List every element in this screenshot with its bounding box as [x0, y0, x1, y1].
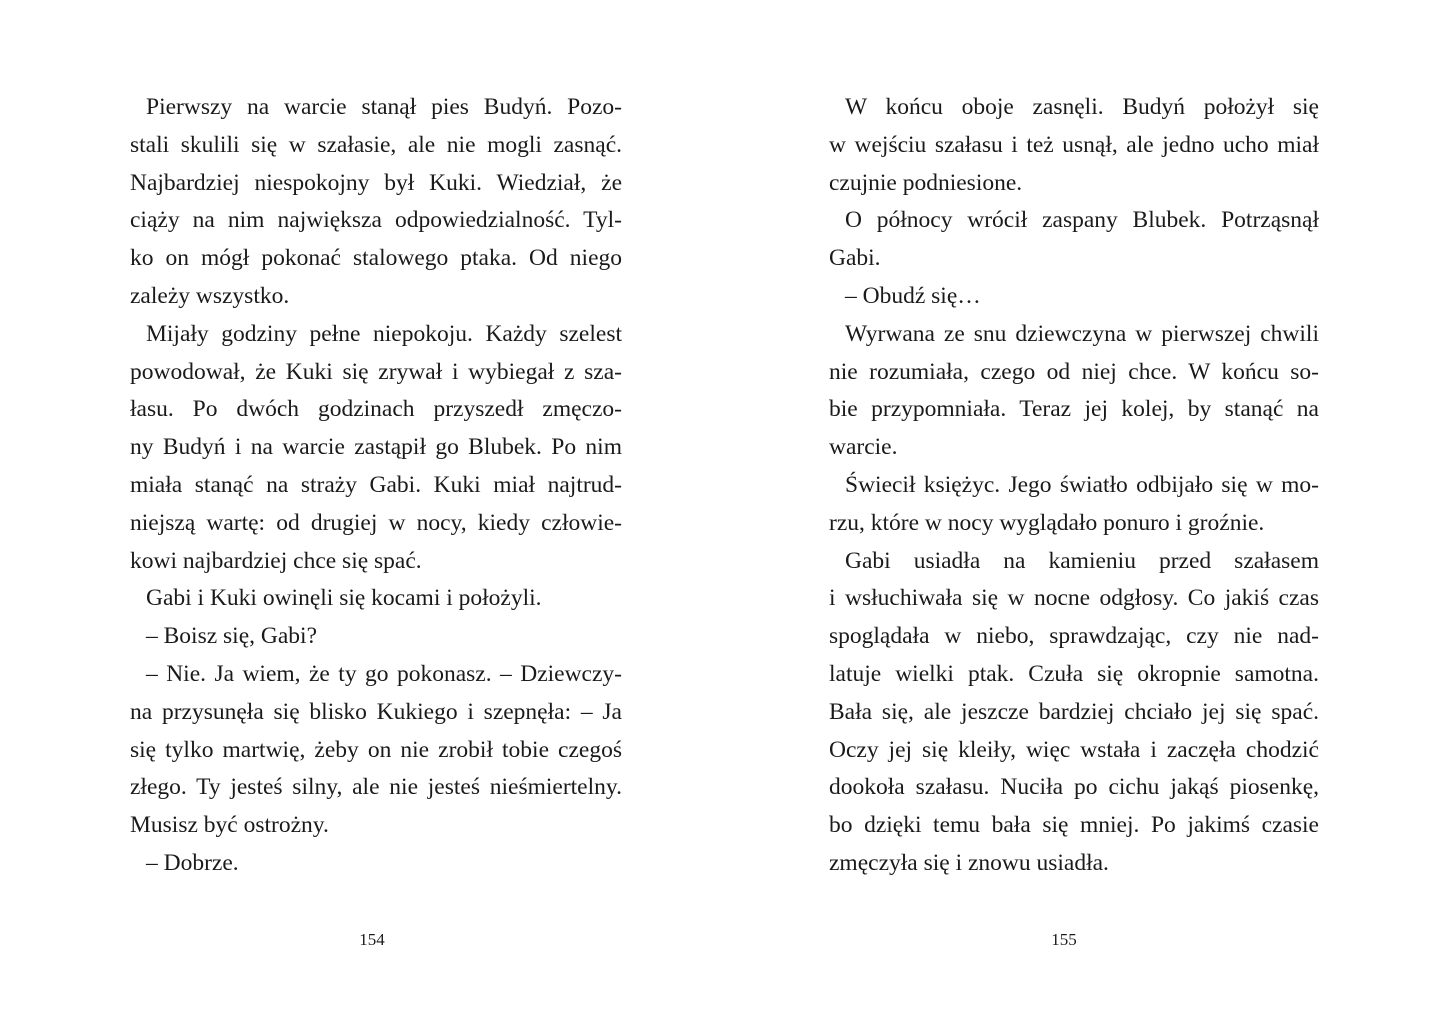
text-line: łasu. Po dwóch godzinach przyszedł zmęczo- — [130, 396, 622, 423]
text-line: – Dobrze. — [146, 849, 239, 876]
text-line: O północy wrócił zaspany Blubek. Potrząsnął — [845, 207, 1319, 234]
right-page — [722, 0, 1445, 1022]
text-line: Oczy jej się kleiły, więc wstała i zaczęła chodzić — [829, 736, 1319, 763]
text-line: złego. Ty jesteś silny, ale nie jesteś nieśmiertelny. — [130, 774, 622, 801]
text-line: ciąży na nim największa odpowiedzialność. Tyl- — [130, 207, 622, 234]
text-line: stali skulili się w szałasie, ale nie mogli zasnąć. — [130, 131, 622, 158]
text-line: Bała się, ale jeszcze bardziej chciało jej się spać. — [829, 698, 1319, 725]
right-page-number: 155 — [1051, 930, 1077, 949]
text-line: ny Budyń i na warcie zastąpił go Blubek. Po nim — [130, 434, 622, 461]
text-line: czujnie podniesione. — [829, 169, 1023, 196]
text-line: ko on mógł pokonać stalowego ptaka. Od niego — [130, 245, 622, 272]
text-line: spoglądała w niebo, sprawdzając, czy nie nad- — [829, 623, 1319, 650]
text-line: Pierwszy na warcie stanął pies Budyń. Pozo- — [146, 94, 622, 120]
text-line: Wyrwana ze snu dziewczyna w pierwszej chwili — [845, 320, 1319, 347]
text-line: miała stanąć na straży Gabi. Kuki miał najtrud- — [130, 471, 622, 498]
text-line: na przysunęła się blisko Kukiego i szepnęła: – Ja — [130, 698, 622, 725]
text-line: warcie. — [829, 434, 898, 461]
text-line: W końcu oboje zasnęli. Budyń położył się — [845, 94, 1319, 120]
left-page-number: 154 — [359, 930, 385, 949]
text-line: Gabi usiadła na kamieniu przed szałasem — [845, 547, 1319, 574]
text-line: się tylko martwię, żeby on nie zrobił tobie czegoś — [130, 736, 622, 763]
text-line: Gabi i Kuki owinęli się kocami i położyli. — [146, 585, 542, 612]
left-page — [0, 0, 722, 1022]
text-line: Najbardziej niespokojny był Kuki. Wiedział, że — [130, 169, 622, 196]
text-line: – Nie. Ja wiem, że ty go pokonasz. – Dziewczy- — [146, 660, 622, 687]
text-line: niejszą wartę: od drugiej w nocy, kiedy człowie- — [130, 509, 622, 536]
text-line: Mijały godziny pełne niepokoju. Każdy szelest — [146, 320, 622, 347]
text-line: w wejściu szałasu i też usnął, ale jedno ucho miał — [829, 131, 1319, 158]
text-line: – Boisz się, Gabi? — [146, 623, 317, 650]
text-line: Gabi. — [829, 245, 881, 272]
text-line: i wsłuchiwała się w nocne odgłosy. Co jakiś czas — [829, 585, 1319, 612]
right-page-body — [829, 89, 1319, 883]
text-line: nie rozumiała, czego od niej chce. W końcu so- — [829, 358, 1319, 385]
text-line: bo dzięki temu bała się mniej. Po jakimś czasie — [829, 812, 1319, 839]
text-line: bie przypomniała. Teraz jej kolej, by stanąć na — [829, 396, 1319, 423]
text-line: rzu, które w nocy wyglądało ponuro i groźnie. — [829, 509, 1265, 536]
text-line: Musisz być ostrożny. — [130, 812, 329, 839]
text-line: latuje wielki ptak. Czuła się okropnie samotna. — [829, 660, 1319, 687]
text-line: kowi najbardziej chce się spać. — [130, 547, 422, 574]
text-line: – Obudź się… — [845, 282, 981, 309]
text-line: dookoła szałasu. Nuciła po cichu jakąś piosenkę, — [829, 774, 1319, 801]
text-line: zależy wszystko. — [130, 282, 290, 309]
text-line: zmęczyła się i znowu usiadła. — [829, 849, 1109, 876]
text-line: Świecił księżyc. Jego światło odbijało się w mo- — [845, 471, 1319, 498]
text-line: powodował, że Kuki się zrywał i wybiegał z sza- — [130, 358, 622, 385]
left-page-body — [130, 89, 622, 883]
